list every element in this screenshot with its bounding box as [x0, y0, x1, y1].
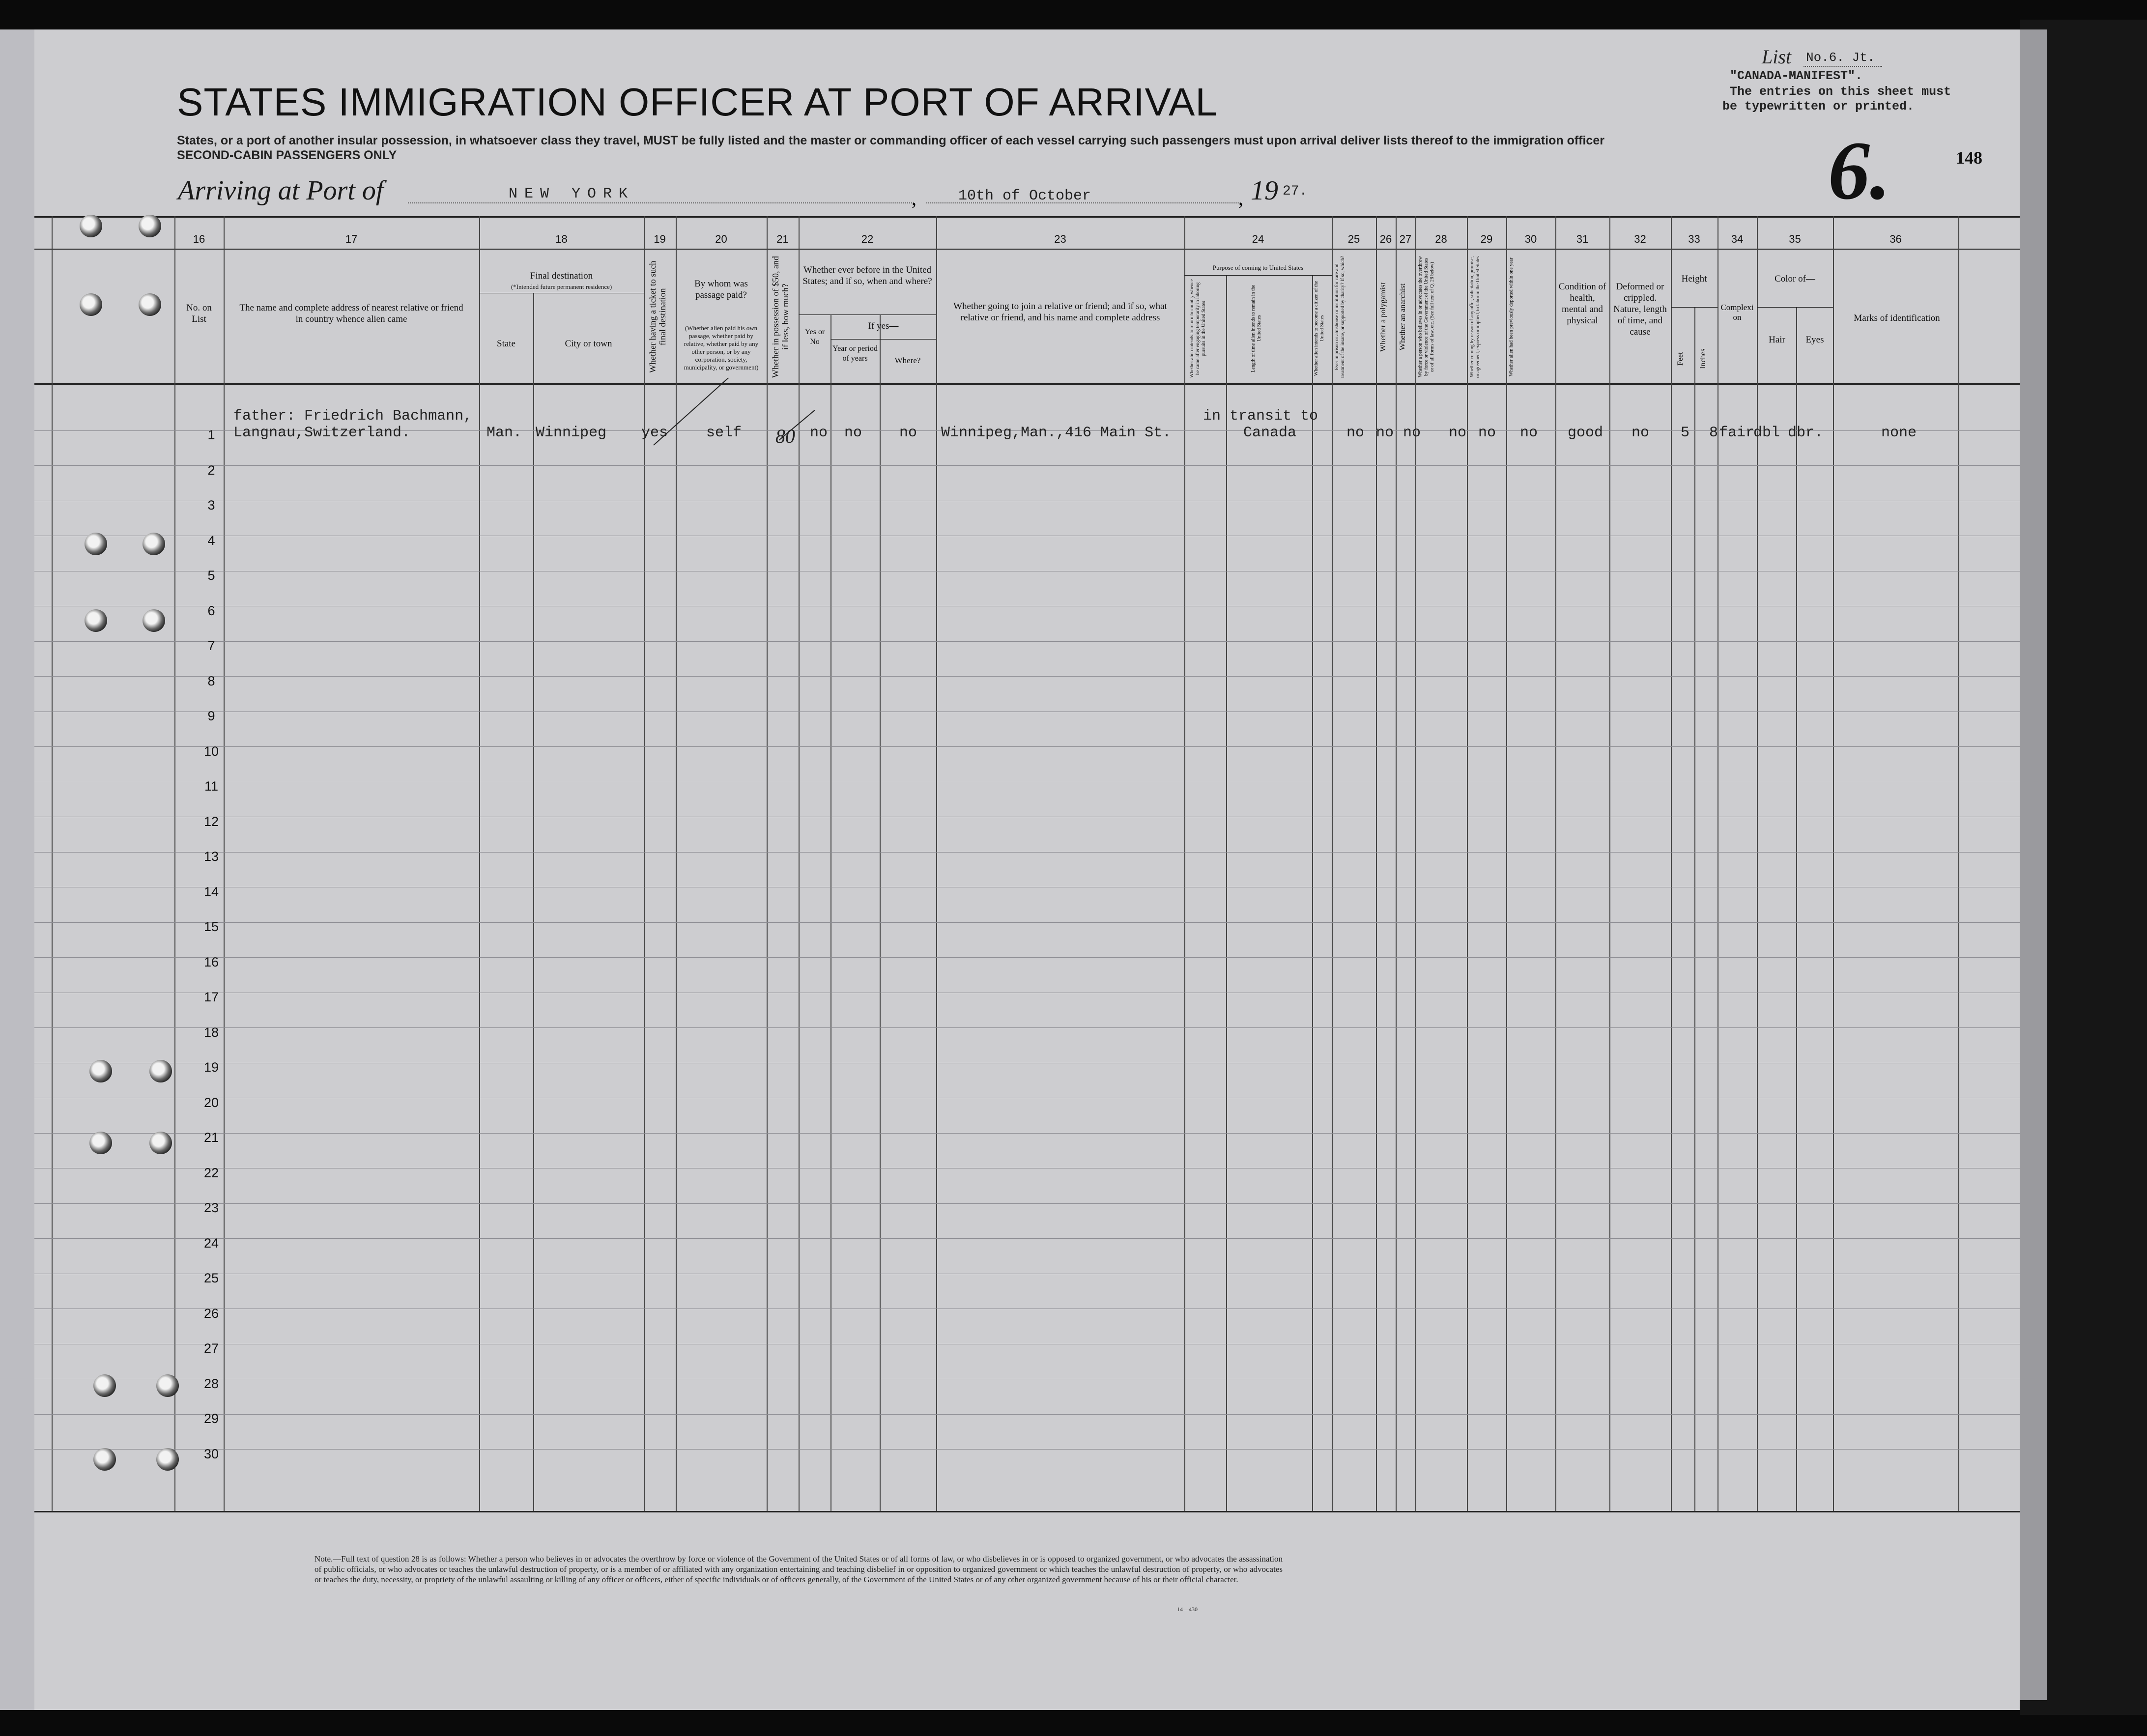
row-line [34, 746, 2020, 747]
row1-money: 80 [775, 425, 795, 447]
header-color-of: Color of— [1775, 274, 1815, 284]
column-line [1415, 216, 1416, 1511]
header-state: State [497, 339, 515, 349]
column-line [52, 216, 53, 1511]
row1-purpose-line1: in transit to [1203, 408, 1318, 425]
row1-relative-line2: Langnau,Switzerland. [233, 425, 411, 441]
header-deported: Whether alien had been previously deported within one year [1509, 257, 1514, 376]
row-line [34, 1414, 2020, 1415]
row1-before-years: no [844, 425, 862, 441]
column-number: 24 [1252, 233, 1264, 245]
column-number: 22 [861, 233, 874, 245]
header-purpose: Purpose of coming to United States [1212, 264, 1304, 271]
header-yes-no: Yes or No [804, 328, 825, 346]
row-line [34, 1238, 2020, 1239]
row-number: 2 [207, 463, 215, 478]
header-anarchist: Whether an anarchist [1399, 284, 1407, 350]
column-line [1184, 216, 1185, 1511]
row1-relative-line1: father: Friedrich Bachmann, [233, 408, 473, 425]
row-number: 3 [207, 498, 215, 512]
header-join-relative: Whether going to join a relative or friend; and if so, what relative or friend, and his name and complete address [953, 301, 1167, 323]
row-number: 19 [203, 1060, 219, 1075]
column-number: 16 [193, 233, 205, 245]
punch-hole [80, 293, 102, 316]
row-line [34, 957, 2020, 958]
column-line [1694, 307, 1695, 1511]
row-number: 12 [203, 814, 219, 829]
column-line [1376, 216, 1377, 1511]
column-line [1958, 216, 1959, 1511]
header-contract-labor: Whether coming by reason of any offer, solicitation, promise, or agreement, express or implied, to labor in the United States [1469, 256, 1481, 378]
column-number: 27 [1399, 233, 1412, 245]
row-number: 21 [203, 1130, 219, 1145]
column-line [1555, 216, 1556, 1511]
row-line [34, 1203, 2020, 1204]
column-line [533, 293, 534, 1511]
row1-city: Winnipeg [536, 425, 607, 441]
table-bottom-border [34, 1511, 2020, 1512]
column-number: 28 [1435, 233, 1447, 245]
column-number: 20 [715, 233, 727, 245]
row-number: 28 [203, 1376, 219, 1391]
row-line [34, 465, 2020, 466]
column-line [830, 314, 831, 1511]
column-number: 29 [1480, 233, 1493, 245]
header-eyes: Eyes [1805, 335, 1824, 345]
column-number: 36 [1889, 233, 1902, 245]
row1-complexion: fair [1719, 425, 1755, 441]
row1-polygamist: no [1376, 425, 1394, 441]
subheader-rule [830, 339, 936, 340]
header-year-period: Year or period of years [832, 344, 878, 363]
column-line [1757, 216, 1758, 1511]
column-number: 21 [776, 233, 789, 245]
row1-feet: 5 [1681, 425, 1690, 441]
header-purpose-return: Whether alien intends to return to country whence he came after engaging temporarily in laboring pursuits in the United States [1189, 279, 1206, 378]
header-inches: Inches [1699, 348, 1707, 369]
column-number: 31 [1576, 233, 1589, 245]
column-number: 26 [1379, 233, 1392, 245]
punch-hole [85, 609, 107, 632]
punch-hole [149, 1060, 172, 1082]
row1-col28: no [1449, 425, 1467, 441]
row-number: 18 [203, 1025, 219, 1040]
column-line [1312, 275, 1313, 1511]
row1-state: Man. [487, 425, 522, 441]
row-number: 15 [203, 919, 219, 934]
column-line [767, 216, 768, 1511]
row-number: 27 [203, 1341, 219, 1356]
column-line [644, 216, 645, 1511]
row-number: 29 [203, 1411, 219, 1426]
column-line [1609, 216, 1610, 1511]
comma-separator: , [912, 187, 916, 209]
row1-purpose-line2: Canada [1243, 425, 1297, 441]
left-binding-strip [0, 29, 34, 1710]
row1-marks: none [1881, 425, 1917, 441]
subheader-rule [799, 314, 936, 315]
column-number-divider [34, 249, 2020, 250]
row-number: 26 [203, 1306, 219, 1321]
column-number: 23 [1054, 233, 1066, 245]
row-number: 11 [204, 779, 219, 794]
row-line [34, 852, 2020, 853]
header-ticket: Whether having a ticket to such final destination [648, 260, 667, 373]
punch-hole [156, 1374, 179, 1397]
header-before-us: Whether ever before in the United States; and if so, when and where? [802, 265, 932, 286]
year-suffix: 27. [1283, 184, 1308, 199]
column-line [799, 216, 800, 1511]
header-complexion: Complexion [1720, 303, 1754, 322]
list-label: List [1762, 46, 1792, 68]
column-line [1796, 307, 1797, 1511]
row1-col29: no [1478, 425, 1496, 441]
manifest-sheet [34, 29, 2020, 1710]
row-number: 17 [203, 990, 219, 1004]
row-number: 16 [203, 955, 219, 969]
row-number: 14 [203, 884, 219, 899]
row-line [34, 711, 2020, 712]
row-line [34, 922, 2020, 923]
row-number: 24 [203, 1236, 219, 1251]
arrival-date: 10th of October [958, 188, 1091, 204]
year-prefix: 19 [1251, 175, 1278, 206]
row-number: 4 [207, 533, 215, 548]
row-number: 30 [203, 1447, 219, 1461]
row1-col25: no [1346, 425, 1365, 441]
subheader-rule [1671, 307, 1718, 308]
header-purpose-length: Length of time alien intends to remain in the United States [1251, 285, 1262, 372]
row-number: 25 [203, 1271, 219, 1285]
column-line [880, 314, 881, 1511]
header-health: Condition of health, mental and physical [1558, 282, 1606, 326]
column-line [676, 216, 677, 1511]
row-number: 1 [207, 427, 215, 442]
row1-anarchist: no [1403, 425, 1421, 441]
column-line [1332, 216, 1333, 1511]
header-polygamist: Whether a polygamist [1379, 282, 1387, 352]
row1-inches: 8 [1709, 425, 1718, 441]
column-line [1396, 216, 1397, 1511]
header-height: Height [1681, 274, 1707, 284]
row-line [34, 1133, 2020, 1134]
header-passage-paid: By whom was passage paid? [694, 279, 748, 300]
comma-separator: , [1238, 187, 1243, 209]
column-line [479, 216, 480, 1511]
row-number: 10 [203, 744, 219, 759]
header-where: Where? [894, 356, 921, 365]
subheader-rule [1184, 275, 1332, 276]
header-no-on-list: No. on List [186, 303, 212, 324]
header-final-destination-note: (*Intended future permanent residence) [511, 283, 612, 290]
page-number: 148 [1956, 148, 1982, 168]
list-dotted-line [1803, 66, 1882, 67]
row1-health: good [1568, 425, 1603, 441]
row1-hair: dbl [1753, 425, 1780, 441]
canada-manifest-stamp: "CANADA-MANIFEST". [1730, 69, 1863, 83]
header-final-destination: Final destination [530, 271, 593, 281]
row-number: 20 [203, 1095, 219, 1110]
header-purpose-citizen: Whether alien intends to become a citizen of the United States [1314, 281, 1325, 376]
row1-ticket: yes [641, 425, 668, 441]
arriving-label: Arriving at Port of [178, 175, 384, 206]
header-bottom-border [34, 383, 2020, 385]
row1-before-where: no [899, 425, 917, 441]
column-line [1467, 216, 1468, 1511]
right-page-edge [2020, 29, 2047, 1700]
row-number: 9 [207, 709, 215, 723]
column-line [1833, 216, 1834, 1511]
port-dotted-line [408, 202, 914, 203]
column-line [1671, 216, 1672, 1511]
punch-hole [93, 1448, 116, 1471]
row-number: 8 [207, 674, 215, 688]
column-line [174, 216, 175, 1511]
row1-join-relative: Winnipeg,Man.,416 Main St. [941, 425, 1172, 441]
punch-hole [143, 609, 165, 632]
row1-col30: no [1520, 425, 1538, 441]
punch-hole [85, 533, 107, 555]
header-hair: Hair [1769, 335, 1785, 345]
entries-note-line1: The entries on this sheet must [1730, 85, 1951, 99]
header-feet: Feet [1676, 352, 1685, 366]
punch-hole [143, 533, 165, 555]
entries-note-line2: be typewritten or printed. [1722, 99, 1915, 114]
row-line [34, 641, 2020, 642]
column-number: 25 [1347, 233, 1360, 245]
cabin-class-line: SECOND-CABIN PASSENGERS ONLY [177, 148, 397, 162]
form-number: 14—430 [1177, 1606, 1198, 1613]
header-marks: Marks of identification [1854, 313, 1940, 323]
row-number: 6 [207, 603, 215, 618]
table-top-border [34, 216, 2020, 218]
header-if-yes: If yes— [868, 321, 899, 331]
list-number: No.6. Jt. [1806, 50, 1875, 65]
punch-hole [89, 1060, 112, 1082]
header-city: City or town [565, 339, 612, 349]
row-line [34, 676, 2020, 677]
port-value: NEW YORK [509, 186, 635, 202]
punch-hole [80, 215, 102, 237]
row-number: 5 [207, 568, 215, 583]
column-number: 32 [1634, 233, 1646, 245]
column-number: 30 [1524, 233, 1537, 245]
row-number: 7 [207, 638, 215, 653]
row1-eyes: dbr. [1788, 425, 1824, 441]
punch-hole [89, 1132, 112, 1154]
header-nearest-relative: The name and complete address of nearest relative or friend in country whence alien came [239, 303, 463, 324]
punch-hole [139, 293, 161, 316]
subheader-rule [1757, 307, 1833, 308]
row1-before-yes-no: no [810, 425, 828, 441]
header-possession: Whether in possession of $50, and if less, how much? [771, 256, 790, 378]
column-line [936, 216, 937, 1511]
row-number: 23 [203, 1200, 219, 1215]
column-line [1506, 216, 1507, 1511]
page-title: STATES IMMIGRATION OFFICER AT PORT OF ARRIVAL [177, 80, 1218, 124]
row1-deformed: no [1632, 425, 1650, 441]
row1-passage-paid: self [706, 425, 742, 441]
header-prison-almshouse: Ever in prison or almshouse or institution for care and treatment of the insane, or supported by charity? If so, which? [1334, 256, 1345, 378]
column-number: 17 [345, 233, 358, 245]
punch-hole [139, 215, 161, 237]
header-overthrow: Whether a person who believes in or advocates the overthrow by force or violence of the Government of the United States or of all forms of law, etc. (See full text of Q. 28 below) [1418, 256, 1435, 378]
question-28-footnote: Note.—Full text of question 28 is as follows: Whether a person who believes in or advocates the overthrow by force or violence of the Government of the United States or of all forms of law, or who disbelieves in or is opposed to organized government, or who advocates the assassination of public officials, or who advocates or teaches the unlawful destruction of property, or is a member of or affiliated with any organization entertaining and teaching disbelief in or opposition to organized government or which teaches the unlawful destruction of property, or who advocates or teaches the duty, necessity, or propriety of the unlawful assaulting or killing of any officer or officers, either of specific individuals or of officers generally, of the Government of the United States or of any other organized government because of his or their official character. [315, 1554, 1283, 1584]
column-number: 33 [1688, 233, 1700, 245]
row-line [34, 1449, 2020, 1450]
instructions-line: States, or a port of another insular possession, in whatsoever class they travel, MUST be fully listed and the master or commanding officer of each vessel carrying such passengers must upon arrival deliver lists thereof to the immigration officer [177, 134, 1604, 147]
column-line [1226, 275, 1227, 1511]
row-line [34, 1027, 2020, 1028]
column-number: 34 [1731, 233, 1744, 245]
column-number: 19 [654, 233, 666, 245]
header-deformed: Deformed or crippled. Nature, length of time, and cause [1613, 282, 1667, 337]
header-passage-paid-note: (Whether alien paid his own passage, whether paid by relative, whether paid by any other person, or by any corporation, society, municipality, or government) [684, 324, 759, 371]
punch-hole [156, 1448, 179, 1471]
column-number: 35 [1789, 233, 1801, 245]
column-number: 18 [555, 233, 568, 245]
sheet-number: 6. [1828, 124, 1891, 217]
punch-hole [149, 1132, 172, 1154]
row-number: 22 [203, 1166, 219, 1180]
row-number: 13 [203, 849, 219, 864]
punch-hole [93, 1374, 116, 1397]
